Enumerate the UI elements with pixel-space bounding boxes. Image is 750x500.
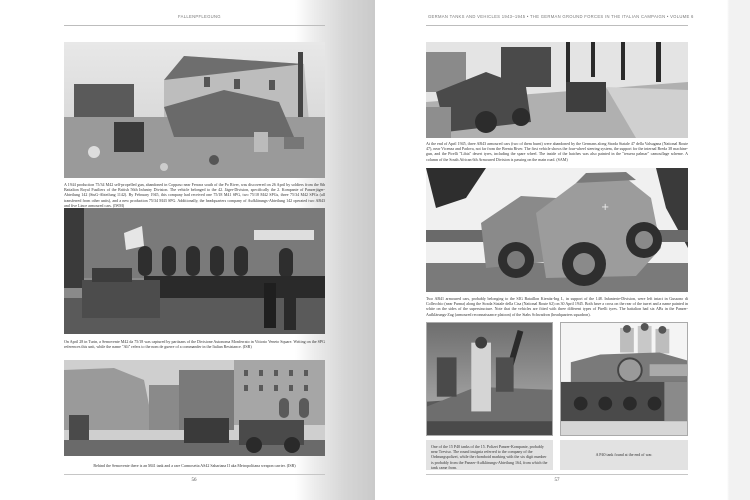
left-running-head: FALLENPFLEGUNG bbox=[178, 14, 221, 19]
caption-right-photo-2: Two AB41 armoured cars, probably belonging to the SIG Bataillon Kienitz-Ing I., in support of the 148. Infanterie-Division, were left intact in Gussono di Collecchio (near Parma) along the Strada Statale della Cisa (National Route 62) on 30 April 1945. Both have a cross on the rear of the turret and a name painted in white on the sides of the superstructure. Note that the vehicles are fitted with three different types of Pirelli tyres. The battalion had six ABs in the Panzer-Aufklärungs-Zug (armoured reconnaissance platoon) of the Stabs Schwadron (headquarters squadron). bbox=[426, 296, 688, 317]
photo-p40-tank bbox=[560, 322, 688, 436]
photo-soldier-on-tank bbox=[426, 322, 553, 436]
svg-text:+: + bbox=[601, 202, 610, 213]
caption-photo-2: On April 28 in Turin, a Semovente M42 da 75/18 was captured by partisans of the Divisione Autonoma Monferrato in Vittorio Veneto Square. Writing on the SPG references this unit, while the name "Ali" refers to the nom de guerre of a commander in the Italian Resistance. (ISR) bbox=[64, 339, 325, 350]
photo-turin-street bbox=[64, 360, 325, 456]
caption-photo-3: Behind the Semovente there is an M41 tank and a rare Carmosetta AS42 Sahariana II aka Metropolitana weapon carrier. (ISR) bbox=[93, 463, 296, 468]
right-page bbox=[375, 0, 750, 500]
photo-abandoned-armoured-cars bbox=[426, 42, 688, 138]
caption-photo-1: A 1944 production 75/34 M42 self-propelled gun, abandoned in Coppaso near Ferrara south of the Po River, was discovered on 26 April by soldiers from the 8th Battalion Royal Fusiliers of the British 56th Infantry Division. The vehicle belonged to the 42. Jäger-Division, specifically the 2. Kompanie of Panzerjäger-Abteilung 142 (StuG-Abteilung 1142). By February 1945, this company had received one 75/18 M41 SPG, two 75/18 M42 SPGs, three 75/34 M42 SPGs (all transferred from other units), and a new production 75/34 M43 SPG. Additionally, the headquarters company of Aufklärungs-Abteilung 142 operated two AB43 and five Lince armoured cars. (IWM) bbox=[64, 182, 325, 208]
left-page-number: 56 bbox=[191, 478, 197, 483]
right-head-rule bbox=[426, 25, 688, 26]
photo-two-ab41-cars bbox=[426, 168, 688, 292]
right-page-number: 57 bbox=[554, 478, 560, 483]
right-running-head: GERMAN TANKS AND VEHICLES 1943–1945 • THE GERMAN GROUND FORCES IN THE ITALIAN CAMPAIGN • VOLUME 6 bbox=[428, 14, 694, 19]
caption-right-photo-4: A P40 tank found at the end of war. bbox=[560, 440, 688, 470]
photo-turin-square bbox=[64, 208, 325, 334]
photo-destroyed-spg bbox=[64, 42, 325, 178]
caption-right-photo-1: At the end of April 1945, three AB43 armoured cars (two of them burnt) were abandoned by the Germans along Strada Statale 47 della Valsugana (National Route 47), near Vicenza and Padova, not far from the Brenta River. The first vehicle shows the four-wheel steering system, the support for the internal Breda 38 machine-gun, and the Pirelli "Libia" desert tyres, including the spare wheel. The inside of the hatches was also painted in the "tessera palmar" camouflage scheme. A column of the South African 6th Armoured Division is passing on the main road. (SAM) bbox=[426, 141, 688, 162]
right-foot-rule bbox=[426, 474, 688, 475]
caption-right-photo-3: One of the 15 P40 tanks of the 15. Polizei Panzer-Kompanie, probably near Treviso. The round insignia referred to the company of the Ordnungspolizei, while the rhomboid marking with the six digit number is probably from the Panzer-Aufklärungs-Abteilung 164, from which the tank came from. bbox=[426, 440, 553, 470]
left-head-rule bbox=[64, 25, 325, 26]
left-foot-rule bbox=[64, 474, 325, 475]
